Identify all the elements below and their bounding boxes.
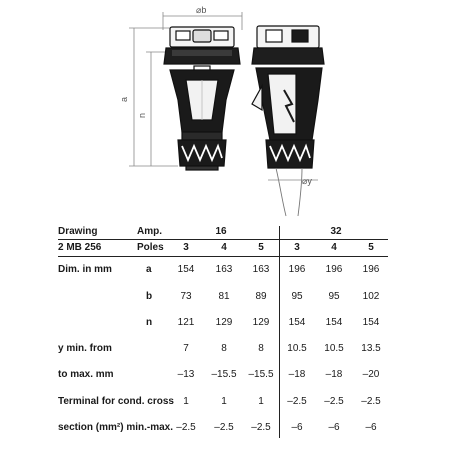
cell-a-32-3: 196: [288, 264, 306, 275]
poles-16-4: 4: [221, 242, 227, 253]
cell-n-32-3: 154: [288, 317, 306, 328]
cell-ymax-32-4: –18: [325, 369, 343, 380]
cell-a-32-4: 196: [325, 264, 343, 275]
cell-ymax-32-3: –18: [288, 369, 306, 380]
row-key-b: b: [146, 291, 153, 302]
cell-b-16-4: 81: [218, 291, 230, 302]
cell-termmax-16-5: –2.5: [251, 422, 271, 433]
cell-termmax-16-4: –2.5: [214, 422, 234, 433]
poles-16-3: 3: [183, 242, 189, 253]
cell-ymin-32-4: 10.5: [324, 343, 344, 354]
dimension-y-label: ⌀y: [302, 176, 312, 186]
cell-ymin-16-4: 8: [221, 343, 227, 354]
amp-group-divider: [279, 226, 280, 438]
cell-ymin-32-5: 13.5: [361, 343, 381, 354]
header-rule-bottom: [58, 256, 388, 257]
amp-group-16: 16: [215, 226, 227, 237]
amp-group-32: 32: [330, 226, 342, 237]
cell-termmax-16-3: –2.5: [176, 422, 196, 433]
row-label-y-max: to max. mm: [58, 369, 114, 380]
cell-b-32-5: 102: [362, 291, 380, 302]
amp-label: Amp.: [137, 226, 162, 237]
cell-b-16-3: 73: [180, 291, 192, 302]
drawing-code: 2 MB 256: [58, 242, 102, 253]
dimension-a-label: a: [119, 96, 129, 102]
cell-n-16-3: 121: [177, 317, 195, 328]
row-label-section: section (mm²) min.-max.: [58, 422, 174, 433]
cell-b-32-4: 95: [328, 291, 340, 302]
cell-a-16-3: 154: [177, 264, 195, 275]
cell-b-16-5: 89: [255, 291, 267, 302]
poles-32-5: 5: [368, 242, 374, 253]
row-key-n: n: [146, 317, 153, 328]
cell-termmin-32-3: –2.5: [287, 396, 307, 407]
row-label-terminal: Terminal for cond. cross: [58, 396, 174, 407]
poles-label: Poles: [137, 242, 164, 253]
poles-16-5: 5: [258, 242, 264, 253]
cell-n-16-4: 129: [215, 317, 233, 328]
cell-n-32-5: 154: [362, 317, 380, 328]
cell-ymax-16-5: –15.5: [248, 369, 274, 380]
cell-ymax-16-3: –13: [177, 369, 195, 380]
row-key-a: a: [146, 264, 152, 275]
cell-termmin-32-4: –2.5: [324, 396, 344, 407]
cell-termmin-16-3: 1: [183, 396, 189, 407]
cell-termmin-16-4: 1: [221, 396, 227, 407]
cell-a-16-5: 163: [252, 264, 270, 275]
cell-termmax-32-4: –6: [328, 422, 340, 433]
cell-termmax-32-3: –6: [291, 422, 303, 433]
poles-32-3: 3: [294, 242, 300, 253]
cell-ymin-16-5: 8: [258, 343, 264, 354]
drawing-label: Drawing: [58, 226, 98, 237]
cell-ymax-32-5: –20: [362, 369, 380, 380]
cell-termmin-16-5: 1: [258, 396, 264, 407]
cell-a-16-4: 163: [215, 264, 233, 275]
poles-32-4: 4: [331, 242, 337, 253]
cell-ymin-32-3: 10.5: [287, 343, 307, 354]
cell-ymin-16-3: 7: [183, 343, 189, 354]
header-rule-top: [58, 239, 388, 240]
dimension-b-label: ⌀b: [196, 5, 207, 15]
cell-ymax-16-4: –15.5: [211, 369, 237, 380]
cell-termmin-32-5: –2.5: [361, 396, 381, 407]
cell-b-32-3: 95: [291, 291, 303, 302]
cell-n-16-5: 129: [252, 317, 270, 328]
cell-a-32-5: 196: [362, 264, 380, 275]
row-label-dim: Dim. in mm: [58, 264, 112, 275]
row-label-y-min: y min. from: [58, 343, 112, 354]
cell-n-32-4: 154: [325, 317, 343, 328]
dimension-n-label: n: [137, 112, 147, 118]
cell-termmax-32-5: –6: [365, 422, 377, 433]
